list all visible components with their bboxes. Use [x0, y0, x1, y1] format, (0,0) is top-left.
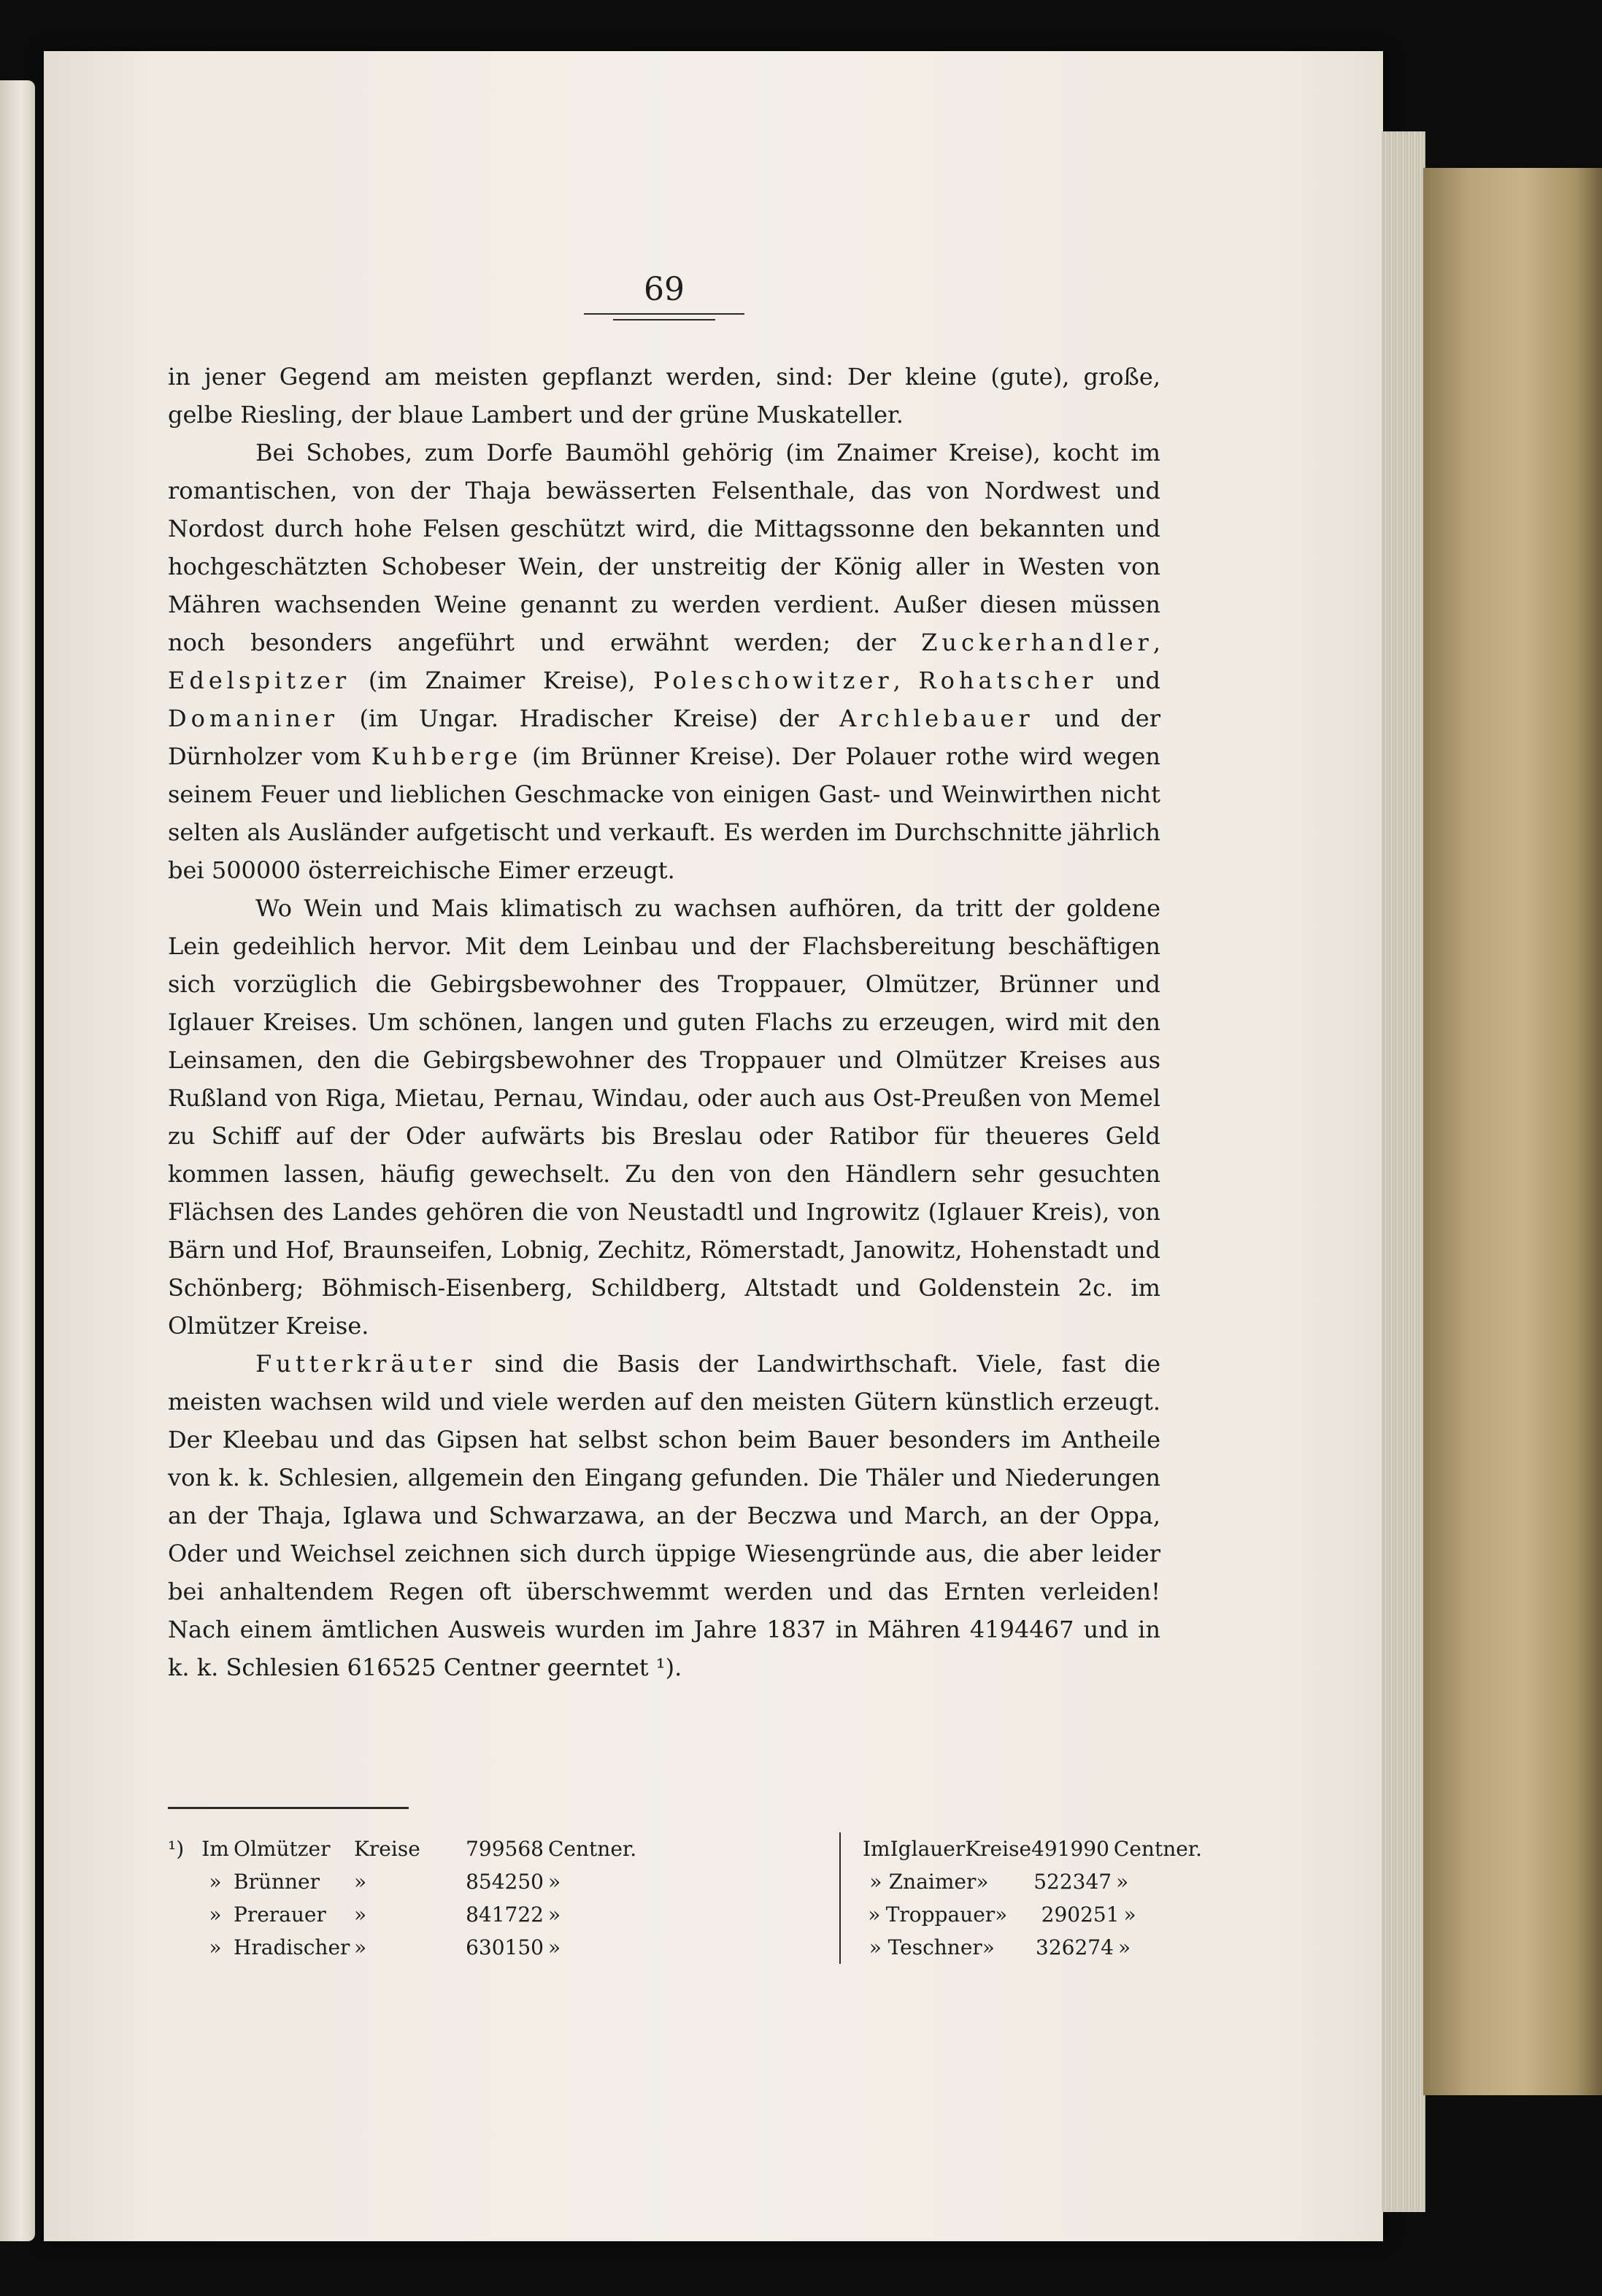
header-rule [584, 313, 744, 315]
paragraph [168, 358, 1160, 434]
paragraph [168, 1345, 1160, 1686]
spaced-term: Poleschowitzer [653, 667, 893, 694]
header-rule-short [613, 319, 715, 320]
footnote-row [863, 1931, 1184, 1964]
footnote-row [197, 1898, 810, 1931]
footnote-value: 854250 [466, 1870, 544, 1894]
footnote-prefix: » [209, 1903, 222, 1927]
footnote-row [197, 1832, 810, 1865]
footnote-value: 491990 [1031, 1837, 1109, 1861]
text-segment: (im Znaimer Kreise), [350, 667, 654, 694]
footnote-value: 290251 [1041, 1903, 1120, 1927]
page-number: 69 [644, 271, 685, 308]
footnote-right-column [839, 1832, 1203, 1964]
footnote-row [863, 1898, 1184, 1931]
footnote-region: Troppauer [885, 1903, 996, 1927]
page-edges [1382, 131, 1425, 2212]
footnote-kreise: » [976, 1870, 989, 1894]
footnote-unit: » [548, 1935, 561, 1959]
footnote-region: Olmützer [234, 1837, 331, 1861]
footnote-row [197, 1931, 810, 1964]
footnote-row [863, 1865, 1184, 1898]
footnote-prefix: Im [201, 1837, 229, 1861]
footnote-kreise: » [982, 1935, 995, 1959]
footnote-value: 630150 [466, 1935, 544, 1959]
footnote-region: Iglauer [890, 1837, 966, 1861]
text-segment: (im Brünner Kreise). Der Polauer rothe wird wegen seinem Feuer und lieblichen Geschmacke von einigen Gast- und Weinwirthen nicht selten als Ausländer aufgetischt und verkauft. Es werden im Durchschnitte jährlich bei 500000 österreichische Eimer erzeugt. [168, 742, 1161, 884]
footnote-region: Hradischer [234, 1935, 350, 1959]
paragraph [168, 889, 1160, 1345]
footnote-kreise: Kreise [354, 1837, 420, 1861]
footnote-prefix: Im [863, 1837, 890, 1861]
spaced-term: Edelspitzer [168, 667, 351, 694]
text-segment: in jener Gegend am meisten gepflanzt werden, sind: Der kleine (gute), große, gelbe Riesling, der blaue Lambert und der grüne Muskateller. [168, 363, 1160, 429]
page-header [584, 271, 744, 320]
spaced-term: Domaniner [168, 704, 339, 732]
text-segment: Bei Schobes, zum Dorfe Baumöhl gehörig (im Znaimer Kreise), kocht im romantischen, von der Thaja bewässerten Felsenthale, das von Nordwest und Nordost durch hohe Felsen geschützt wird, die Mittagssonne den bekannten und hochgeschätzten Schobeser Wein, der unstreitig der König aller in Westen von Mähren wachsenden Weine genannt zu werden verdient. Außer diesen müssen noch besonders angeführt und erwähnt werden; der [168, 439, 1160, 656]
footnote-prefix: » [869, 1870, 882, 1894]
footnote-unit: » [548, 1870, 561, 1894]
footnote-prefix: » [869, 1935, 882, 1959]
footnote-row [863, 1832, 1203, 1865]
footnote-prefix: » [209, 1935, 222, 1959]
footnote-kreise: » [354, 1870, 367, 1894]
book-cover-edge [1423, 168, 1602, 2095]
footnote-value: 799568 [466, 1837, 544, 1861]
footnote-kreise: » [354, 1903, 367, 1927]
footnote-left-column [197, 1832, 810, 1964]
footnote-row [197, 1865, 810, 1898]
text-segment: , [893, 667, 919, 694]
footnote-kreise: » [354, 1935, 367, 1959]
footnote-unit: » [548, 1903, 561, 1927]
footnote-prefix: » [209, 1870, 222, 1894]
body-text [168, 358, 1160, 1686]
text-segment: und der Dürnholzer vom [168, 704, 1160, 770]
text-segment: , [1152, 629, 1160, 656]
footnote-kreise: » [995, 1903, 1008, 1927]
footnote-region: Znaimer [888, 1870, 977, 1894]
spaced-term: Kuhberge [371, 742, 523, 770]
footnote-separator [168, 1807, 409, 1809]
paragraph [168, 434, 1160, 889]
footnote-region: Brünner [234, 1870, 320, 1894]
footnote-unit: Centner. [548, 1837, 637, 1861]
footnote-value: 841722 [466, 1903, 544, 1927]
footnote-unit: » [1123, 1903, 1136, 1927]
text-segment: (im Ungar. Hradischer Kreise) der [339, 704, 840, 732]
footnote-region: Prerauer [234, 1903, 326, 1927]
spaced-term: Archlebauer [839, 704, 1034, 732]
spaced-term: Rohatscher [918, 667, 1098, 694]
footnote-value: 522347 [1033, 1870, 1112, 1894]
footnote-value: 326274 [1036, 1935, 1114, 1959]
footnote-prefix: » [868, 1903, 881, 1927]
footnote-unit: » [1117, 1935, 1131, 1959]
adjacent-left-page [0, 80, 35, 2241]
text-segment: Wo Wein und Mais klimatisch zu wachsen aufhören, da tritt der goldene Lein gedeihlich hervor. Mit dem Leinbau und der Flachsbereitung beschäftigen sich vorzüglich die Gebirgsbewohner des Troppauer, Olmützer, Brünner und Iglauer Kreises. Um schönen, langen und guten Flachs zu erzeugen, wird mit den Leinsamen, den die Gebirgsbewohner des Troppauer und Olmützer Kreises aus Rußland von Riga, Mietau, Pernau, Windau, oder auch aus Ost-Preußen von Memel zu Schiff auf der Oder aufwärts bis Breslau oder Ratibor für theueres Geld kommen lassen, häufig gewechselt. Zu den von den Händlern sehr gesuchten Flächsen des Landes gehören die von Neustadtl und Ingrowitz (Iglauer Kreis), von Bärn und Hof, Braunseifen, Lobnig, Zechitz, Römerstadt, Janowitz, Hohenstadt und Schönberg; Böhmisch-Eisenberg, Schildberg, Altstadt und Goldenstein 2c. im Olmützer Kreise. [168, 894, 1160, 1340]
text-segment: und [1097, 667, 1161, 694]
text-segment: sind die Basis der Landwirthschaft. Viele, fast die meisten wachsen wild und viele werden auf den meisten Gütern künstlich erzeugt. Der Kleebau und das Gipsen hat selbst schon beim Bauer besonders im Antheile von k. k. Schlesien, allgemein den Eingang gefunden. Die Thäler und Niederungen an der Thaja, Iglawa und Schwarzawa, an der Beczwa und March, an der Oppa, Oder und Weichsel zeichnen sich durch üppige Wiesengründe aus, die aber leider bei anhaltendem Regen oft überschwemmt werden und das Ernten verleiden! Nach einem ämtlichen Ausweis wurden im Jahre 1837 in Mähren 4194467 und in k. k. Schlesien 616525 Centner geerntet ¹). [168, 1350, 1160, 1681]
footnote-unit: Centner. [1113, 1837, 1203, 1861]
footnote-kreise: Kreise [965, 1837, 1032, 1861]
spaced-term: Zuckerhandler [921, 629, 1153, 656]
footnote-mark: ¹) [168, 1837, 185, 1861]
footnote [168, 1832, 1203, 1964]
footnote-unit: » [1116, 1870, 1129, 1894]
footnote-region: Teschner [887, 1935, 982, 1959]
spaced-term: Futterkräuter [255, 1350, 477, 1378]
